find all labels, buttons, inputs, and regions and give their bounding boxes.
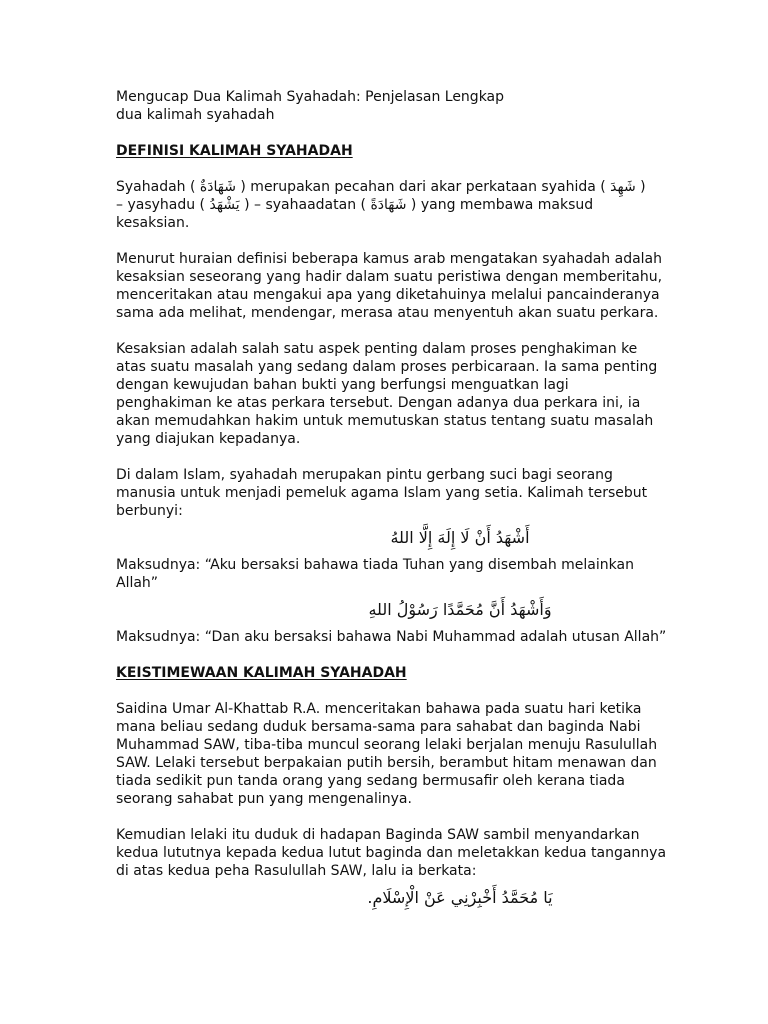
arabic-shahada-first: أَشْهَدُ أَنْ لَا إِلَهَ إِلَّا اللهُ	[390, 528, 530, 547]
document-title: Mengucap Dua Kalimah Syahadah: Penjelasan Lengkap	[116, 89, 505, 105]
document-page	[116, 88, 667, 910]
arabic-question-islam: يَا مُحَمَّدُ أَخْبِرْنِي عَنْ الْإِسْلَامِ.	[367, 888, 553, 907]
arabic-shahada-second: وَأَشْهَدُ أَنَّ مُحَمَّدًا رَسُوْلُ اللهِ	[368, 600, 552, 619]
arabic-word: يَشْهَدُ	[209, 197, 240, 213]
paragraph-umar-narration: Saidina Umar Al-Khattab R.A. menceritakan bahawa pada suatu hari ketika mana beliau sedang duduk bersama-sama para sahabat dan baginda Nabi Muhammad SAW, tiba-tiba muncul seorang lelaki berjalan menuju Rasulullah SAW. Lelaki tersebut berpakaian putih bersih, berambut hitam menawan dan tiada sedikit pun tanda orang yang sedang bermusafir oleh kerana tiada seorang sahabat pun yang mengenalinya.	[116, 701, 658, 807]
document-subtitle: dua kalimah syahadah	[116, 107, 275, 123]
arabic-word: شَهِدَ	[610, 179, 636, 195]
section-heading-keistimewaan: KEISTIMEWAAN KALIMAH SYAHADAH	[116, 665, 407, 681]
meaning-first: Maksudnya: “Aku bersaksi bahawa tiada Tuhan yang disembah melainkan Allah”	[116, 557, 634, 591]
paragraph-syahadah-etymology: Syahadah ( شَهَادَةٌ ) merupakan pecahan dari akar perkataan syahida ( شَهِدَ ) – yasyhadu ( يَشْهَدُ ) – syahaadatan ( شَهَادَةً ) yang membawa maksud kesaksian.	[116, 179, 646, 231]
arabic-word: شَهَادَةٌ	[199, 179, 236, 195]
paragraph-islam-syahadah: Di dalam Islam, syahadah merupakan pintu gerbang suci bagi seorang manusia untuk menjadi pemeluk agama Islam yang setia. Kalimah tersebut berbunyi:	[116, 467, 648, 519]
paragraph-kesaksian: Kesaksian adalah salah satu aspek penting dalam proses penghakiman ke atas suatu masalah yang sedang dalam proses perbicaraan. Ia sama penting dengan kewujudan bahan bukti yang berfungsi menguatkan lagi penghakiman ke atas perkara tersebut. Dengan adanya dua perkara ini, ia akan memudahkan hakim untuk memutuskan status tentang suatu masalah yang diajukan kepadanya.	[116, 341, 658, 447]
meaning-second: Maksudnya: “Dan aku bersaksi bahawa Nabi Muhammad adalah utusan Allah”	[116, 629, 667, 645]
section-heading-definisi: DEFINISI KALIMAH SYAHADAH	[116, 143, 353, 159]
arabic-word: شَهَادَةً	[370, 197, 407, 213]
paragraph-kamus-definition: Menurut huraian definisi beberapa kamus arab mengatakan syahadah adalah kesaksian seseorang yang hadir dalam suatu peristiwa dengan memberitahu, menceritakan atau mengakui apa yang diketahuinya melalui pancainderanya sama ada melihat, mendengar, merasa atau menyentuh akan suatu perkara.	[116, 251, 663, 321]
paragraph-lelaki-duduk: Kemudian lelaki itu duduk di hadapan Baginda SAW sambil menyandarkan kedua lututnya kepada kedua lutut baginda dan meletakkan kedua tangannya di atas kedua peha Rasulullah SAW, lalu ia berkata:	[116, 827, 667, 879]
